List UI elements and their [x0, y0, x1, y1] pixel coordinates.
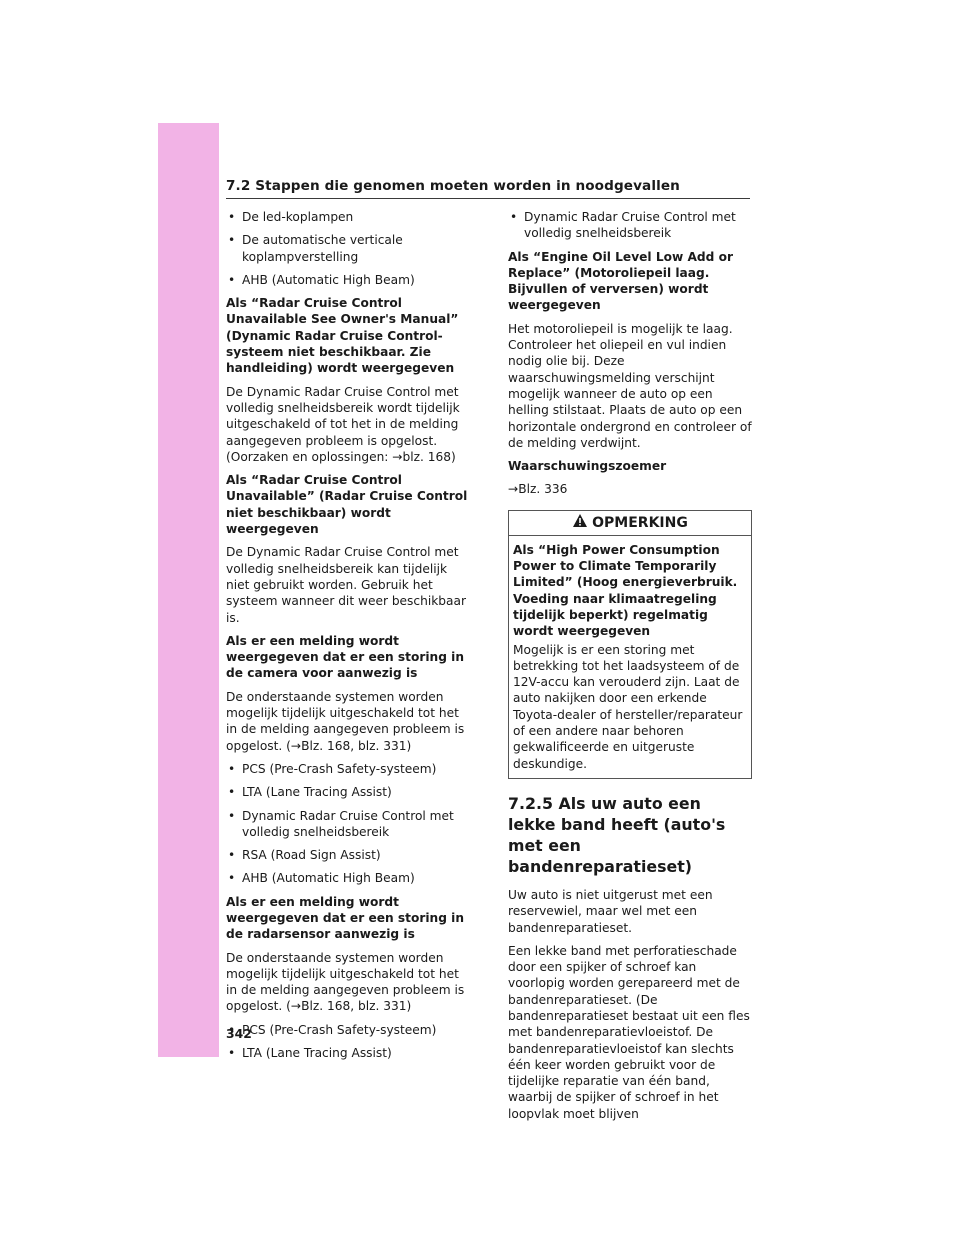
page-number: 342: [226, 1026, 252, 1041]
notice-heading: Als “High Power Consumption Power to Climate Temporarily Limited” (Hoog energieverbruik. Voeding naar klimaatregeling tijdelijk beperkt) regelmatig wordt weergegeven: [513, 542, 738, 639]
list-item: • RSA (Road Sign Assist): [228, 847, 472, 863]
paragraph: Een lekke band met perforatieschade door een spijker of schroef kan voorlopig worden gerepareerd met de bandenreparatieset. (De bandenreparatieset bestaat uit een fles met bandenreparatievloeistof. De bandenreparatievloeistof kan slechts één keer worden gebruikt voor de tijdelijke reparatie van één band, waarbij de spijker of schroef in het loopvlak moet blijven: [508, 943, 750, 1121]
right-column: [508, 209, 752, 1129]
list-item: • Dynamic Radar Cruise Control met volledig snelheidsbereik: [228, 808, 472, 841]
subheading: Als er een melding wordt weergegeven dat er een storing in de camera voor aanwezig is: [226, 633, 465, 681]
left-column: [226, 209, 472, 1068]
notice-box: [508, 510, 752, 779]
subheading: Als “Radar Cruise Control Unavailable” (Radar Cruise Control niet beschikbaar) wordt weergegeven: [226, 473, 468, 537]
cross-reference: →Blz. 336: [508, 482, 568, 497]
paragraph: Uw auto is niet uitgerust met een reservewiel, maar wel met een bandenreparatieset.: [508, 887, 713, 935]
subheading: Waarschuwingszoemer: [508, 459, 667, 474]
list-item: • PCS (Pre-Crash Safety-systeem): [228, 761, 472, 777]
list-item: • LTA (Lane Tracing Assist): [228, 784, 472, 800]
subheading: Als er een melding wordt weergegeven dat er een storing in de radarsensor aanwezig is: [226, 894, 465, 942]
list-item: • AHB (Automatic High Beam): [228, 870, 472, 886]
list-item: • De led-koplampen: [228, 209, 472, 225]
chapter-side-tab: [158, 123, 219, 1057]
list-item: • AHB (Automatic High Beam): [228, 272, 472, 288]
notice-text: Mogelijk is er een storing met betrekking tot het laadsysteem of de 12V-accu kan verouderd zijn. Laat de auto nakijken door een erkende Toyota-dealer of hersteller/reparateur of een andere naar behoren gekwalificeerde en uitgeruste deskundige.: [513, 642, 743, 771]
list-item: • Dynamic Radar Cruise Control met volledig snelheidsbereik: [510, 209, 752, 242]
notice-body: [509, 536, 751, 778]
paragraph: De onderstaande systemen worden mogelijk tijdelijk uitgeschakeld tot het in de melding aangegeven probleem is opgelost. (→Blz. 168, blz. 331): [226, 689, 465, 753]
list-item: • LTA (Lane Tracing Assist): [228, 1045, 472, 1061]
section-title: 7.2.5 Als uw auto een lekke band heeft (auto's met een bandenreparatieset): [508, 793, 726, 876]
paragraph: De Dynamic Radar Cruise Control met volledig snelheidsbereik kan tijdelijk niet gebruikt worden. Gebruik het systeem wanneer dit weer beschikbaar is.: [226, 545, 466, 625]
warning-icon: [572, 513, 588, 533]
list-item: • PCS (Pre-Crash Safety-systeem): [228, 1022, 472, 1038]
subheading: Als “Engine Oil Level Low Add or Replace” (Motoroliepeil laag. Bijvullen of verversen) wordt weergegeven: [508, 249, 733, 313]
paragraph: Het motoroliepeil is mogelijk te laag. Controleer het oliepeil en vul indien nodig olie bij. Deze waarschuwingsmelding verschijnt mogelijk wanneer de auto op een helling stilstaat. Plaats de auto op een horizontale ondergrond en controleer of de melding verdwijnt.: [508, 321, 752, 450]
notice-title: OPMERKING: [592, 514, 688, 531]
paragraph: De Dynamic Radar Cruise Control met volledig snelheidsbereik wordt tijdelijk uitgeschakeld of tot het in de melding aangegeven probleem is opgelost. (Oorzaken en oplossingen: →blz. 168): [226, 384, 460, 464]
list-item: • De automatische verticale koplampverstelling: [228, 232, 472, 265]
notice-header: [509, 511, 751, 536]
paragraph: De onderstaande systemen worden mogelijk tijdelijk uitgeschakeld tot het in de melding aangegeven probleem is opgelost. (→Blz. 168, blz. 331): [226, 950, 465, 1014]
subheading: Als “Radar Cruise Control Unavailable See Owner's Manual” (Dynamic Radar Cruise Control-systeem niet beschikbaar. Zie handleiding) wordt weergegeven: [226, 296, 459, 376]
page-header: 7.2 Stappen die genomen moeten worden in noodgevallen: [226, 178, 750, 199]
